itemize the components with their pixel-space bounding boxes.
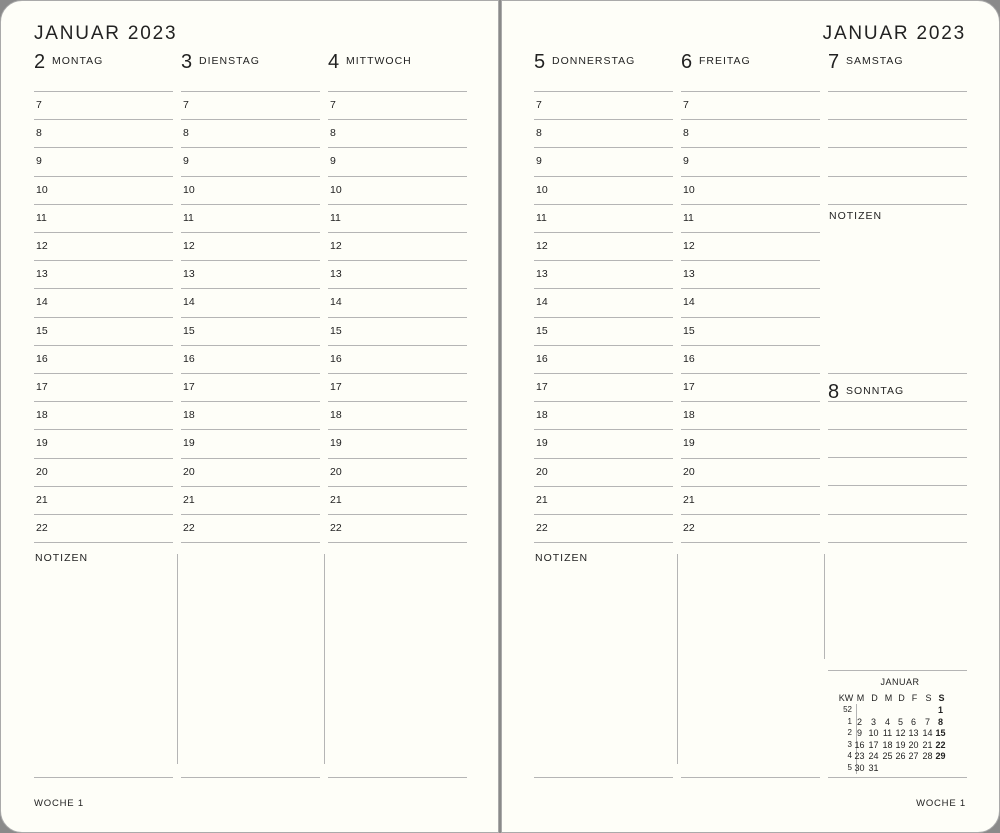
rule-line	[681, 429, 820, 430]
rule-line	[681, 204, 820, 205]
rule-line	[681, 401, 820, 402]
hour-label: 8	[330, 127, 336, 140]
mini-calendar-header: D	[898, 693, 905, 703]
mini-calendar-day: 4	[884, 716, 890, 727]
rule-line	[828, 542, 967, 543]
bottom-rule	[534, 777, 673, 778]
rule-line	[328, 288, 467, 289]
hour-label: 17	[536, 381, 548, 393]
hour-label: 11	[36, 211, 47, 224]
mini-calendar-kw: 5	[847, 762, 852, 772]
hour-label: 22	[683, 522, 695, 534]
mini-calendar-kw: 1	[847, 716, 852, 726]
rule-line	[681, 260, 820, 261]
mini-calendar-day: 6	[910, 716, 916, 727]
hour-label: 15	[183, 324, 195, 337]
hour-label: 14	[683, 296, 695, 309]
bottom-rule	[181, 777, 320, 778]
hour-label: 10	[683, 183, 695, 196]
rule-line	[534, 232, 673, 233]
hour-label: 18	[536, 409, 548, 422]
rule-line	[828, 457, 967, 458]
hour-label: 20	[683, 465, 695, 478]
hour-label: 17	[36, 381, 48, 393]
hour-label: 21	[683, 493, 695, 506]
mini-calendar-day: 30	[854, 762, 865, 773]
month-title: JANUAR 2023	[822, 23, 966, 44]
mini-calendar-day: 2	[856, 716, 862, 727]
day-number: 8	[828, 381, 840, 403]
mini-calendar-kw: 3	[847, 739, 852, 749]
rule-line	[534, 260, 673, 261]
day-number: 6	[681, 51, 693, 73]
mini-calendar-day: 5	[897, 716, 903, 727]
hour-label: 9	[330, 155, 336, 168]
rule-line	[534, 429, 673, 430]
day-number: 5	[534, 51, 546, 73]
mini-calendar-header: M	[856, 693, 865, 703]
rule-line	[328, 458, 467, 459]
month-title: JANUAR 2023	[34, 23, 178, 44]
day-name: SONNTAG	[846, 385, 905, 397]
saturday-notes-label: NOTIZEN	[829, 210, 883, 222]
rule-line	[328, 429, 467, 430]
rule-line	[181, 486, 320, 487]
rule-line	[534, 147, 673, 148]
rule-line	[34, 401, 173, 402]
rule-line	[181, 317, 320, 318]
rule-line	[328, 204, 467, 205]
rule-line	[34, 288, 173, 289]
rule-line	[34, 317, 173, 318]
rule-line	[328, 260, 467, 261]
hour-label: 9	[36, 155, 42, 168]
hour-label: 15	[683, 324, 695, 337]
rule-line	[34, 514, 173, 515]
rule-line	[328, 345, 467, 346]
hour-label: 11	[330, 211, 341, 224]
rule-line	[681, 542, 820, 543]
week-label: WOCHE 1	[34, 798, 84, 809]
day-number: 3	[181, 51, 193, 73]
hour-label: 20	[36, 465, 48, 478]
hour-label: 10	[36, 183, 48, 196]
rule-line	[828, 176, 967, 177]
mini-calendar-header: M	[884, 693, 893, 703]
rule-line	[34, 232, 173, 233]
hour-label: 10	[536, 183, 548, 196]
hour-label: 7	[183, 99, 189, 111]
hour-label: 16	[183, 352, 195, 365]
hour-label: 21	[536, 493, 548, 506]
notes-divider	[824, 554, 825, 659]
rule-line	[181, 204, 320, 205]
day-name: MONTAG	[52, 55, 104, 67]
rule-line	[681, 345, 820, 346]
rule-line	[828, 119, 967, 120]
rule-line	[328, 91, 467, 92]
notes-divider	[677, 554, 678, 764]
day-header	[328, 51, 467, 75]
hour-label: 19	[536, 437, 548, 450]
rule-line	[34, 373, 173, 374]
bottom-rule	[681, 777, 820, 778]
notes-divider	[177, 554, 178, 764]
rule-line	[34, 345, 173, 346]
hour-label: 14	[36, 296, 48, 309]
mini-calendar-day: 28	[922, 751, 933, 761]
right-page	[501, 0, 1000, 833]
mini-calendar-day: 21	[922, 739, 933, 750]
mini-calendar-kw: 2	[847, 728, 852, 737]
rule-line	[181, 458, 320, 459]
rule-line	[328, 401, 467, 402]
day-header	[534, 51, 673, 75]
mini-calendar-rule	[828, 670, 967, 671]
rule-line	[328, 514, 467, 515]
hour-label: 11	[183, 211, 194, 224]
rule-line	[534, 458, 673, 459]
bottom-rule	[328, 777, 467, 778]
rule-line	[681, 232, 820, 233]
mini-calendar-title: JANUAR	[880, 677, 920, 687]
rule-line	[34, 542, 173, 543]
mini-calendar-day: 14	[922, 728, 933, 738]
notes-divider	[324, 554, 325, 764]
mini-calendar-day: 11	[882, 728, 893, 738]
hour-label: 11	[683, 211, 694, 224]
hour-label: 22	[330, 522, 342, 534]
rule-line	[828, 429, 967, 430]
notes-label: NOTIZEN	[535, 552, 589, 564]
hour-label: 7	[36, 99, 42, 111]
hour-label: 19	[36, 437, 48, 450]
rule-line	[34, 91, 173, 92]
rule-line	[181, 429, 320, 430]
hour-label: 14	[183, 296, 195, 309]
hour-label: 8	[36, 127, 42, 140]
hour-label: 12	[683, 240, 695, 252]
hour-label: 13	[330, 268, 342, 281]
mini-calendar-day: 31	[868, 762, 879, 773]
day-name: DIENSTAG	[199, 55, 260, 67]
hour-label: 15	[536, 324, 548, 337]
rule-line	[828, 147, 967, 148]
mini-calendar-day: 24	[868, 751, 879, 761]
hour-label: 8	[183, 127, 189, 140]
rule-line	[181, 514, 320, 515]
mini-calendar-header: KW	[838, 693, 854, 703]
hour-label: 18	[330, 409, 342, 422]
rule-line	[181, 288, 320, 289]
hour-label: 7	[536, 99, 542, 111]
hour-label: 21	[36, 493, 48, 506]
mini-calendar-day: 20	[908, 739, 919, 750]
rule-line	[34, 119, 173, 120]
hour-label: 19	[330, 437, 342, 450]
rule-line	[828, 373, 967, 374]
rule-line	[534, 401, 673, 402]
rule-line	[181, 401, 320, 402]
week-label: WOCHE 1	[916, 798, 966, 809]
rule-line	[681, 373, 820, 374]
rule-line	[328, 232, 467, 233]
rule-line	[534, 288, 673, 289]
rule-line	[181, 147, 320, 148]
rule-line	[828, 91, 967, 92]
mini-calendar-day: 18	[882, 739, 893, 750]
rule-line	[534, 486, 673, 487]
hour-label: 12	[330, 240, 342, 252]
hour-label: 13	[183, 268, 195, 281]
mini-calendar-day: 7	[924, 716, 930, 727]
rule-line	[681, 147, 820, 148]
hour-label: 7	[683, 99, 689, 111]
hour-label: 15	[330, 324, 342, 337]
bottom-rule	[34, 777, 173, 778]
hour-label: 11	[536, 211, 547, 224]
rule-line	[534, 204, 673, 205]
left-page	[0, 0, 499, 833]
hour-label: 17	[683, 381, 695, 393]
day-number: 4	[328, 51, 340, 73]
rule-line	[181, 260, 320, 261]
hour-label: 22	[36, 522, 48, 534]
hour-label: 10	[183, 183, 195, 196]
hour-label: 13	[683, 268, 695, 281]
rule-line	[534, 542, 673, 543]
mini-calendar-day: 29	[935, 751, 946, 761]
mini-calendar-day: 1	[937, 705, 943, 715]
hour-label: 16	[683, 352, 695, 365]
rule-line	[34, 176, 173, 177]
hour-label: 12	[183, 240, 195, 252]
rule-line	[328, 486, 467, 487]
rule-line	[34, 458, 173, 459]
mini-calendar-kw: 52	[843, 705, 852, 714]
mini-calendar-day: 26	[895, 751, 906, 761]
rule-line	[34, 429, 173, 430]
notes-label: NOTIZEN	[35, 552, 89, 564]
hour-label: 18	[683, 409, 695, 422]
rule-line	[34, 147, 173, 148]
hour-label: 14	[330, 296, 342, 309]
rule-line	[681, 119, 820, 120]
rule-line	[34, 486, 173, 487]
day-header-saturday	[828, 51, 967, 75]
hour-label: 19	[183, 437, 195, 450]
hour-label: 21	[330, 493, 342, 506]
hour-label: 14	[536, 296, 548, 309]
mini-calendar-header: F	[911, 693, 918, 703]
rule-line	[534, 373, 673, 374]
rule-line	[681, 288, 820, 289]
rule-line	[181, 345, 320, 346]
rule-line	[681, 486, 820, 487]
day-header	[181, 51, 320, 75]
hour-label: 12	[36, 240, 48, 252]
rule-line	[328, 119, 467, 120]
rule-line	[828, 514, 967, 515]
day-number: 7	[828, 51, 840, 73]
hour-label: 20	[183, 465, 195, 478]
rule-line	[828, 204, 967, 205]
hour-label: 16	[536, 352, 548, 365]
rule-line	[681, 514, 820, 515]
day-number: 2	[34, 51, 46, 73]
hour-label: 8	[683, 127, 689, 140]
mini-calendar-day: 16	[854, 739, 865, 750]
rule-line	[34, 260, 173, 261]
hour-label: 19	[683, 437, 695, 450]
hour-label: 22	[536, 522, 548, 534]
hour-label: 20	[330, 465, 342, 478]
rule-line	[828, 401, 967, 402]
rule-line	[328, 542, 467, 543]
mini-calendar-kw: 4	[847, 751, 852, 760]
hour-label: 18	[183, 409, 195, 422]
mini-calendar-day: 15	[935, 728, 946, 738]
hour-label: 9	[183, 155, 189, 168]
bottom-rule	[828, 777, 967, 778]
hour-label: 17	[330, 381, 342, 393]
rule-line	[534, 345, 673, 346]
day-name: SAMSTAG	[846, 55, 904, 67]
rule-line	[328, 317, 467, 318]
rule-line	[181, 232, 320, 233]
hour-label: 16	[36, 352, 48, 365]
rule-line	[328, 373, 467, 374]
mini-calendar-day: 12	[895, 728, 906, 738]
day-name: FREITAG	[699, 55, 751, 67]
mini-calendar-day: 22	[935, 739, 946, 750]
hour-label: 7	[330, 99, 336, 111]
rule-line	[181, 119, 320, 120]
day-header	[681, 51, 820, 75]
hour-label: 13	[536, 268, 548, 281]
rule-line	[534, 514, 673, 515]
hour-label: 9	[683, 155, 689, 168]
rule-line	[534, 176, 673, 177]
hour-label: 21	[183, 493, 195, 506]
rule-line	[34, 204, 173, 205]
rule-line	[534, 91, 673, 92]
mini-calendar-day: 23	[854, 751, 865, 761]
mini-calendar-day: 17	[868, 739, 879, 750]
mini-calendar-day: 9	[856, 728, 862, 738]
mini-calendar	[838, 677, 968, 777]
day-header	[34, 51, 173, 75]
rule-line	[328, 176, 467, 177]
rule-line	[328, 147, 467, 148]
rule-line	[681, 91, 820, 92]
rule-line	[828, 485, 967, 486]
hour-label: 13	[36, 268, 48, 281]
rule-line	[681, 458, 820, 459]
rule-line	[181, 373, 320, 374]
mini-calendar-header: S	[938, 693, 945, 703]
hour-label: 8	[536, 127, 542, 140]
rule-line	[681, 317, 820, 318]
day-name: DONNERSTAG	[552, 55, 636, 67]
rule-line	[534, 119, 673, 120]
rule-line	[181, 542, 320, 543]
hour-label: 15	[36, 324, 48, 337]
hour-label: 12	[536, 240, 548, 252]
hour-label: 16	[330, 352, 342, 365]
mini-calendar-day: 25	[882, 751, 893, 761]
mini-calendar-header: D	[871, 693, 878, 703]
mini-calendar-day: 27	[908, 751, 919, 761]
mini-calendar-day: 19	[895, 739, 906, 750]
mini-calendar-day: 13	[908, 728, 919, 738]
hour-label: 18	[36, 409, 48, 422]
hour-label: 9	[536, 155, 542, 168]
mini-calendar-day: 8	[937, 716, 943, 727]
day-name: MITTWOCH	[346, 55, 412, 67]
rule-line	[181, 176, 320, 177]
rule-line	[681, 176, 820, 177]
mini-calendar-day: 10	[868, 728, 879, 738]
hour-label: 20	[536, 465, 548, 478]
hour-label: 22	[183, 522, 195, 534]
hour-label: 17	[183, 381, 195, 393]
rule-line	[181, 91, 320, 92]
mini-calendar-header: S	[925, 693, 932, 703]
hour-label: 10	[330, 183, 342, 196]
rule-line	[534, 317, 673, 318]
mini-calendar-day: 3	[870, 716, 876, 727]
